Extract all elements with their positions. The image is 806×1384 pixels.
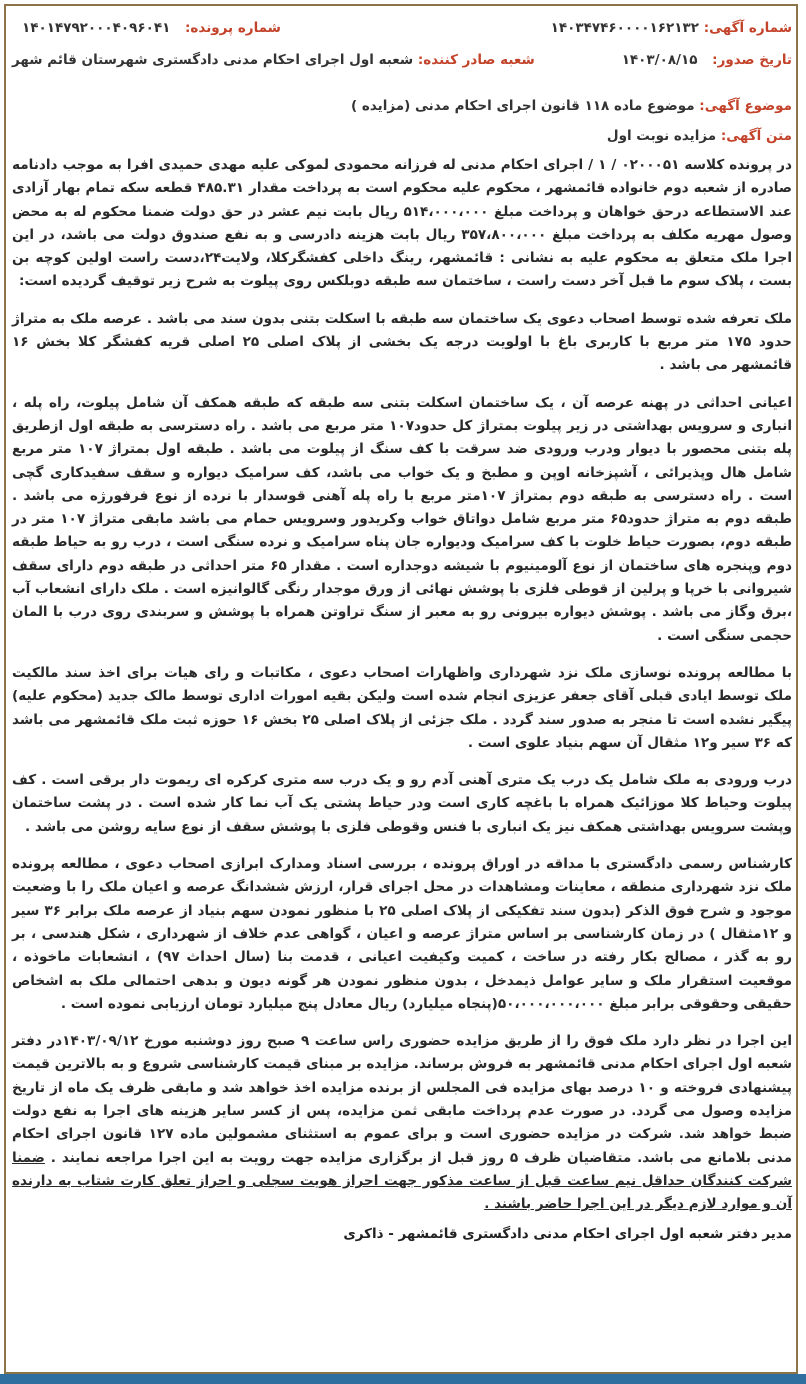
file-number-value: ۱۴۰۱۴۷۹۲۰۰۰۴۰۹۶۰۴۱ xyxy=(22,20,171,36)
ad-number: شماره آگهی: ۱۴۰۳۴۷۴۶۰۰۰۰۱۶۲۱۳۲ xyxy=(550,20,792,36)
paragraph-case-details: در پرونده کلاسه ۰۲۰۰۰۵۱ / ۱ / اجرای احکام مدنی له فرزانه محمودی لموکی علیه مهدی حمیدی افرا به موجب دادنامه صادره از شعبه دوم خانواده قائمشهر ، محکوم علیه محکوم است به پرداخت مقدار ۴۸۵.۳۱ قطعه سکه تمام بهار آزادی عند الاستطاعه درحق خواهان و پرداخت مبلغ ۵۱۴،۰۰۰،۰۰۰ ریال بابت نیم عشر در حق دولت ضمنا محکوم له به محض وصول مهریه مکلف به پرداخت مبلغ ۳۵۷،۸۰۰،۰۰۰ ریال بابت هزینه دادرسی و به نفع صندوق دولت می باشد، در این اجرا ملک متعلق به محکوم علیه به نشانی : قائمشهر، رینگ داخلی کفشگرکلا، ولایت۲۴،دست راست اولین کوچه بن بست ، پلاک سوم ما قبل آخر دست راست ، ساختمان سه طبقه دوبلکس روی پیلوت به شرح زیر توقیف گردیده است: xyxy=(12,157,792,290)
header-row-2 xyxy=(12,52,792,84)
paragraph-land: ملک تعرفه شده توسط اصحاب دعوی یک ساختمان سه طبقه با اسکلت بتنی بدون سند می باشد . عرصه ملک به متراژ حدود ۱۷۵ متر مربع با کاربری باغ با اولویت درجه یک بخشی از پلاک اصلی ۲۵ اصلی قریه کفشگر کلا بخش ۱۶ قائمشهر می باشد . xyxy=(12,310,792,374)
file-number: شماره پرونده: ۱۴۰۱۴۷۹۲۰۰۰۴۰۹۶۰۴۱ xyxy=(22,20,281,36)
paragraph-building: اعیانی احداثی در پهنه عرصه آن ، یک ساختمان اسکلت بتنی سه طبقه که طبقه همکف آن شامل پیلوت، راه پله ، انباری و سرویس بهداشتی در زیر پیلوت بمتراژ کل حدود۱۰۷ متر مربع می باشد . راه دسترسی به طبقه اول ازطریق پله بتنی محصور با دیوار ودرب ورودی ضد سرقت با کف سنگ از پیلوت می باشد . طبقه اول بمتراژ ۱۰۷ متر مربع شامل هال وپذیرائی ، آشپزخانه اوپن و مطبخ و یک خواب می باشد، کف سرامیک دیواره و سقف سفیدکاری گچی است . راه دسترسی به طبقه دوم بمتراژ ۱۰۷متر مربع با راه پله آهنی قوسدار با نرده از نوع فرفورژه می باشد . طبقه دوم به متراژ حدود۶۵ متر مربع شامل دواتاق خواب وکریدور وسرویس حمام می باشد مابقی متراژ ۱۰۷ متر در طبقه دوم، بصورت حیاط خلوت با کف سرامیک ودیواره جان پناه سرامیک و نرده سنگی است ، درب رو به حیاط طبقه دوم وپنجره های ساختمان از نوع آلومینیوم با شیشه دوجداره است . مقدار ۶۵ متر احداثی در طبقه دوم دارای سقف شیروانی با خرپا و پرلین از قوطی فلزی با پوشش نهائی از ورق موجدار رنگی گالوانیزه است . ملک دارای انشعاب آب ،برق وگاز می باشد . پوشش دیواره بیرونی رو به معبر از سنگ تراوتن همراه با پوشش و سربندی روی درب با المان حجمی سنگی است . xyxy=(12,394,792,644)
paragraph-valuation: کارشناس رسمی دادگستری با مداقه در اوراق پرونده ، بررسی اسناد ومدارک ابرازی اصحاب دعوی ، مطالعه پرونده ملک نزد شهرداری منطقه ، معاینات ومشاهدات در محل اجرای قرار، ارزش ششدانگ عرصه و اعیان ملک را با وضعیت موجود و شرح فوق الذکر (بدون سند تفکیکی از پلاک اصلی ۲۵ با منظور نمودن سهم بنیاد از عرصه ملک برابر ۳۶ سیر و ۱۲مثقال ) در زمان کارشناسی بر اساس متراژ عرصه و اعیان ، گواهی عدم خلاف از شهرداری ، شکل هندسی ، بر رو به گذر ، مصالح بکار رفته در ساخت ، کمیت وکیفیت اعیانی ، قدمت بنا (سال احداث ۹۷) ، انشعابات ماخوذه ، موقعیت استقرار ملک و سایر عوامل ذیمدخل ، بدون منظور نمودن هر گونه دیون و بدهی احتمالی ملک به اشخاص حقیقی وحقوقی برابر مبلغ ۵۰،۰۰۰،۰۰۰،۰۰۰(پنجاه میلیارد) ریال معادل پنج میلیارد تومان ارزیابی نموده است . xyxy=(12,856,793,1012)
bottom-strip xyxy=(0,1374,806,1384)
notice-body-title: متن آگهی: مزایده نوبت اول xyxy=(606,128,792,144)
header-row-1 xyxy=(12,20,792,52)
issue-date: تاریخ صدور: ۱۴۰۳/۰۸/۱۵ xyxy=(621,52,792,68)
paragraph-ownership: با مطالعه پرونده نوسازی ملک نزد شهرداری واظهارات اصحاب دعوی ، مکاتبات و رای هیات برای اخذ سند مالکیت ملک توسط ایادی قبلی آقای جعفر عزیزی انجام شده است ولیکن بقیه امورات اداری توسط مالک جدید (محکوم علیه) پیگیر نشده است تا منجر به صدور سند گردد . ملک جزئی از پلاک اصلی ۲۵ بخش ۱۶ حوزه ثبت ملک قائمشهر می باشد که ۳۶ سیر و۱۲ مثقال آن سهم بنیاد علوی است . xyxy=(12,664,792,751)
notice-subject: موضوع آگهی: موضوع ماده ۱۱۸ قانون اجرای احکام مدنی (مزایده ) xyxy=(351,98,792,114)
issuer-value: شعبه اول اجرای احکام مدنی دادگستری شهرستان قائم شهر xyxy=(12,52,414,68)
auction-note-underlined: ضمنا شرکت کنندگان حداقل نیم ساعت قبل از ساعت مذکور جهت احراز هویت سجلی و احراز تعلق کارت شتاب به دارنده آن و موارد لازم دیگر در این اجرا حاضر باشند . xyxy=(12,1149,792,1213)
paragraph-auction xyxy=(12,1030,792,1216)
notice-body-title-value: مزایده نوبت اول xyxy=(606,128,717,144)
notice-subject-value: موضوع ماده ۱۱۸ قانون اجرای احکام مدنی (مزایده ) xyxy=(351,98,695,114)
paragraph-entrance: درب ورودی به ملک شامل یک درب یک متری آهنی آدم رو و یک درب سه متری کرکره ای ریموت دار برقی است . کف پیلوت وحیاط کلا موزائیک همراه با باغچه کاری است ودر حیاط پشتی یک آب نما کار شده است . در پشت ساختمان وپشت سرویس بهداشتی همکف نیز یک انباری با فنس وقوطی فلزی با پوشش سقف از نوع سایه روشن می باشد . xyxy=(12,772,792,835)
issue-date-value: ۱۴۰۳/۰۸/۱۵ xyxy=(621,52,698,68)
issuer: شعبه صادر کننده: شعبه اول اجرای احکام مدنی دادگستری شهرستان قائم شهر xyxy=(12,52,535,68)
signature: مدیر دفتر شعبه اول اجرای احکام مدنی دادگستری قائمشهر - ذاکری xyxy=(343,1226,792,1243)
notice-document xyxy=(12,20,792,1242)
auction-text: این اجرا در نظر دارد ملک فوق را از طریق مزایده حضوری راس ساعت ۹ صبح روز دوشنبه مورخ ۱۴۰۳/۰۹/۱۲در دفتر شعبه اول اجرای احکام مدنی قائمشهر به فروش برساند. مزایده بر مبنای قیمت کارشناسی شروع و به بالاترین قیمت پیشنهادی فروخته و ۱۰ درصد بهای مزایده فی المجلس از برنده مزایده اخذ خواهد شد و مابقی ظرف یک ماه از تاریخ مزایده وصول می گردد. در صورت عدم پرداخت مابقی ثمن مزایده، پس از کسر سایر هزینه های اجرا به نفع دولت ضبط خواهد شد. شرکت در مزایده حضوری است و برای عموم به استثنای مشمولین ماده ۱۲۷ قانون اجرای احکام مدنی بلامانع می باشد. متقاضیان ظرف ۵ روز قبل از برگزاری مزایده جهت رویت به این اجرا مراجعه نمایند . xyxy=(12,1033,793,1166)
ad-number-value: ۱۴۰۳۴۷۴۶۰۰۰۰۱۶۲۱۳۲ xyxy=(550,20,699,36)
